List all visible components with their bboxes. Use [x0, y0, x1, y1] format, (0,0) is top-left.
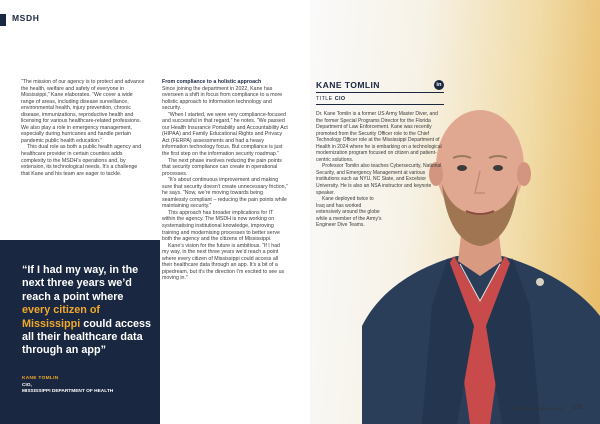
pull-quote-text-end: could access all their healthcare data through an app”: [22, 317, 152, 357]
divider: [316, 104, 444, 105]
profile-title-label: TITLE: [316, 96, 333, 102]
paragraph: The next phase involves reducing the pain points that security compliance can create in operational processes.: [162, 157, 282, 177]
divider: [316, 92, 444, 93]
pull-quote: [22, 264, 152, 358]
page-number: 275: [573, 405, 583, 411]
profile-name: KANE TOMLIN: [316, 80, 380, 90]
body-column-middle: [162, 79, 288, 282]
bio-paragraph: Professor Tomlin also teaches Cybersecurity, National Security, and Emergency Management at various institutions such as NYU, NC State, and Excelsior University. He is also an NSA instructor and keynote speaker.: [316, 163, 442, 196]
section-label: MSDH: [12, 13, 40, 23]
subheading: From compliance to a holistic approach: [162, 79, 262, 85]
profile-title-value: CIO: [334, 96, 346, 102]
pull-quote-role-line: CIO,: [22, 383, 32, 388]
pull-quote-org: MISSISSIPPI DEPARTMENT OF HEALTH: [22, 389, 114, 394]
paragraph: “When I started, we were very compliance-focused and successful in that regard,” he notes. “We passed our Health Insurance Portability and Accountability Act (HIPAA) and Family Educational Rights and Privacy Act (FERPA) assessments and had a heavy information technology focus. But compliance is just the first step on the information security roadmap.”: [162, 111, 288, 158]
section-marker: [0, 14, 6, 26]
paragraph: “The mission of our agency is to protect and advance the health, welfare and safety of everyone in Mississippi,” Kane elaborates. “We cover a wide range of areas, including disease surveillance, environmental health, injury prevention, chronic disease, immunizations, reproductive health and licensing for various healthcare-related professions. We also play a role in emergency management, especially during hurricanes and handle pertain pandemic public health education.”: [21, 79, 145, 144]
profile-card: [314, 76, 446, 236]
paragraph: This approach has broader implications for IT within the agency. The MSDH is now working on systematising institutional knowledge, improving training and modernising processes to better serve both the agency and the citizens of Mississippi.: [162, 209, 280, 243]
profile-title: [316, 96, 345, 102]
linkedin-icon[interactable]: in: [434, 80, 444, 90]
pull-quote-highlight: every citizen of Mississippi: [22, 304, 101, 330]
pull-quote-name: KANE TOMLIN: [22, 376, 59, 381]
bio-paragraph: Dr. Kane Tomlin is a former US Army Master Diver, and the former Special Programs Director for the Florida Department of Law Enforcement. Kane was recently promoted from the Security Officer role to the Chief Technology Officer role at the Mississippi Department of Health in 2024 where he is embarking on a technological modernization program focused on citizen and patient-centric solutions.: [316, 111, 442, 163]
paragraph: “It’s about continuous improvement and making sure that security doesn’t create unnecessary friction,” he says. “Now, we’re moving towards being seamlessly compliant – reducing the pain points while maintaining security.”: [162, 177, 288, 210]
bio-paragraph: Kane deployed twice to Iraq and has worked extensively around the globe while a member of the Army’s Engineer Dive Teams.: [316, 196, 382, 229]
paragraph: Since joining the department in 2022, Kane has overseen a shift in focus from compliance to a more holistic approach to information technology and security.: [162, 85, 283, 112]
pull-quote-role: [22, 383, 113, 395]
paragraph: Kane’s vision for the future is ambitious. “If I had my way, in the next three years we’d reach a point where every citizen of Mississippi could access all their healthcare data through an app. It’s a bit of a pipedream, but it’s the direction I’m excited to see us moving in.”: [162, 242, 285, 282]
body-column-left: [21, 79, 145, 177]
profile-bio: [316, 111, 444, 229]
paragraph: This dual role as both a public health agency and healthcare provider in certain counties adds complexity to the MSDH’s operations and, by extension, its technological needs. It’s a challenge that Kane and his team are eager to tackle.: [21, 144, 142, 177]
pull-quote-text: “If I had my way, in the next three years we’d reach a point where: [22, 264, 139, 303]
footer-site[interactable]: technologymagazine.com: [512, 406, 565, 411]
